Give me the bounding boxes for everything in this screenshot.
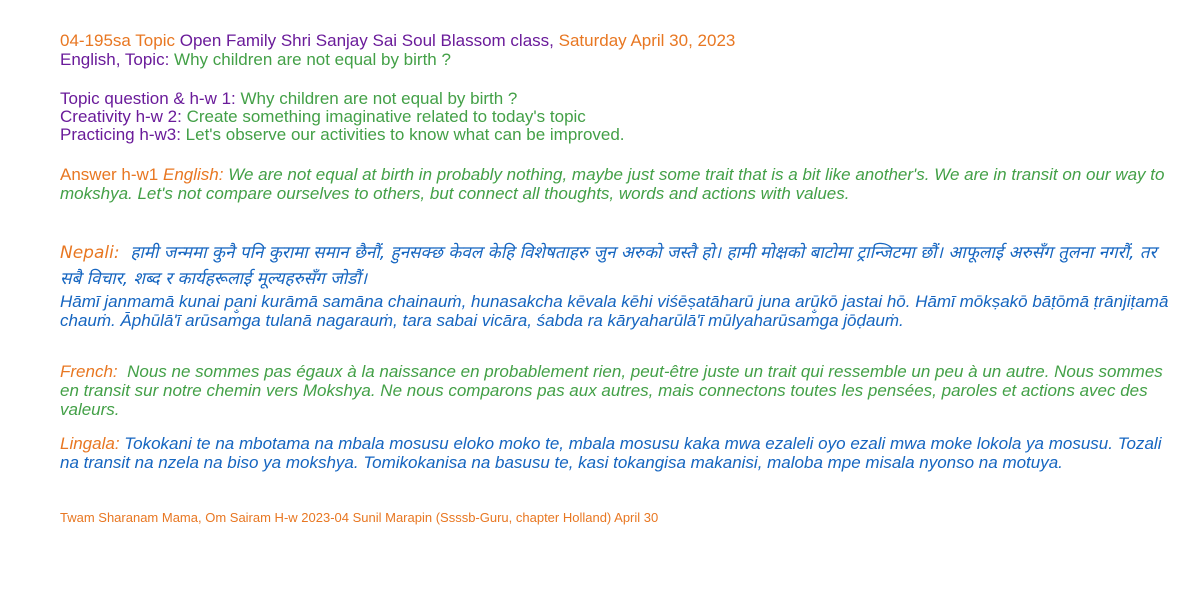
english-label: English: [163, 165, 224, 184]
answer-english-paragraph [60, 165, 1170, 203]
nepali-label: Nepali: [60, 243, 120, 263]
homework-practice-text: Let's observe our activities to know what can be improved. [185, 125, 625, 144]
answer-label: Answer h-w1 [60, 165, 159, 184]
homework-practice-label: Practicing h-w3: [60, 125, 181, 144]
class-date: Saturday April 30, 2023 [558, 31, 736, 50]
language-topic-label: English, Topic: [60, 50, 170, 69]
homework-question-label: Topic question & h-w 1: [60, 89, 236, 108]
answer-french-paragraph [60, 362, 1170, 419]
answer-lingala-paragraph [60, 434, 1170, 472]
nepali-transliteration: Hāmī janmamā kunai pani kurāmā samāna chainauṁ, hunasakcha kēvala kēhi viśēṣatāharū juna arūkō jastai hō. Hāmī mōkṣakō bāṭōmā ṭrānjiṭamā chauṁ. Āphūlā'ī arūsam̐ga tulanā nagarauṁ, tara sabai vicāra, śabda ra kāryaharūlā'ī mūlyaharūsam̐ga jōḍauṁ. [60, 292, 1169, 330]
footer-signature: Twam Sharanam Mama, Om Sairam H-w 2023-04 Sunil Marapin (Ssssb-Guru, chapter Holland) April 30 [60, 510, 659, 525]
header-line-2 [60, 50, 451, 69]
homework-question-text: Why children are not equal by birth ? [240, 89, 518, 108]
french-answer-text: Nous ne sommes pas égaux à la naissance en probablement rien, peut-être juste un trait qui ressemble un peu à un autre. Nous sommes en transit sur notre chemin vers Mokshya. Ne nous comparons pas aux autres, mais connectons toutes les pensées, paroles et actions avec des valeurs. [60, 362, 1163, 419]
lingala-answer-text: Tokokani te na mbotama na mbala mosusu eloko moko te, mbala mosusu kaka mwa ezaleli oyo ezali mwa moke lokola ya mosusu. Tozali na transit na nzela na biso ya mokshya. Tomikokanisa na basusu te, kasi tokangisa makanisi, maloba mpe misala nyonso na motuya. [60, 434, 1162, 472]
homework-creativity-label: Creativity h-w 2: [60, 107, 182, 126]
topic-code: 04-195sa Topic [60, 31, 175, 50]
answer-nepali-paragraph [60, 240, 1170, 292]
language-topic-text: Why children are not equal by birth ? [174, 50, 451, 69]
lingala-label: Lingala: [60, 434, 120, 453]
french-label: French: [60, 362, 118, 381]
class-title: Open Family Shri Sanjay Sai Soul Blassom class, [179, 31, 554, 50]
homework-creativity-text: Create something imaginative related to today's topic [186, 107, 586, 126]
homework-practice-line [60, 125, 625, 144]
nepali-answer-text: हामी जन्ममा कुनै पनि कुरामा समान छैनौं, हुनसक्छ केवल केहि विशेषताहरु जुन अरुको जस्तै हो। हामी मोक्षको बाटोमा ट्रान्जिटमा छौं। आफूलाई अरुसँग तुलना नगरौं, तर सबै विचार, शब्द र कार्यहरूलाई मूल्यहरुसँग जोडौं। [60, 243, 1157, 289]
homework-creativity-line [60, 107, 586, 126]
english-answer-text: We are not equal at birth in probably nothing, maybe just some trait that is a bit like another's. We are in transit on our way to mokshya. Let's not compare ourselves to others, but connect all thoughts, words and actions with values. [60, 165, 1165, 203]
homework-question-line [60, 89, 517, 108]
header-line-1 [60, 31, 735, 50]
